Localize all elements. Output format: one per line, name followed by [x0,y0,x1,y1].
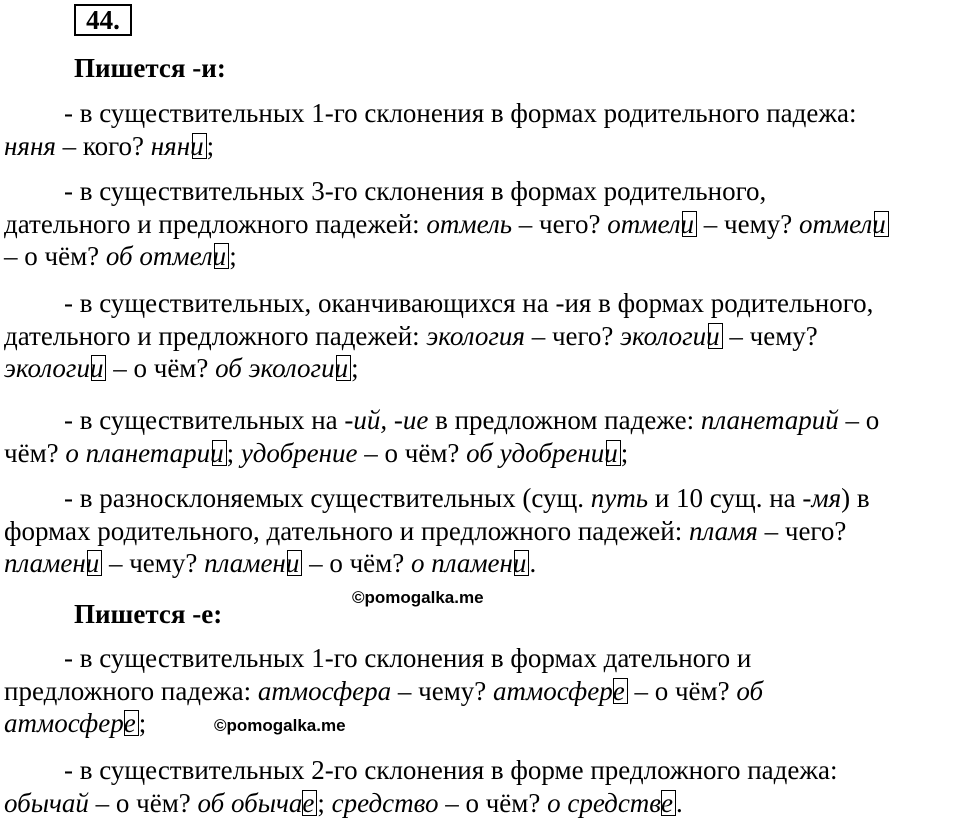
example-word: об [736,675,764,706]
rule-i-2 [4,175,960,273]
example-word: отмель [426,208,513,239]
ending-box [287,550,302,576]
watermark: ©pomogalka.me [352,588,484,607]
text: – чего? [512,208,608,239]
example-word: няня [4,130,56,161]
text: дательного и предложного падежей: [4,208,427,239]
text: в предложном падеже: [428,405,701,435]
ending-box [708,323,723,349]
example-word: отмели [798,208,886,239]
text: ; [620,437,629,468]
ending-box [682,211,697,237]
example-word: атмосфера [257,675,392,706]
rule-i-4 [4,404,960,469]
text: ; [226,437,241,468]
text: . [529,548,537,578]
ending-box [661,790,676,816]
text: ) в [841,483,870,513]
text: – о чём? [302,548,411,578]
example-word: отмели [607,208,695,239]
ending-box [192,133,207,159]
rule-i-3 [4,287,960,385]
text: – чего? [524,320,621,351]
ending-box [606,440,621,466]
example-word: путь [590,483,649,513]
text: - в существительных 3-го склонения в формах родительного, [64,176,767,206]
text: чём? [4,437,66,468]
watermark: ©pomogalka.me [214,716,346,735]
example-word: экологии [620,320,720,351]
ending-box [212,440,227,466]
example-word: -мя [802,483,842,513]
ending-box [87,550,102,576]
ending-box [336,355,351,381]
example-word: -ий, -ие [344,405,429,435]
example-word: об обычае [197,787,315,818]
example-word: экологии [4,353,104,383]
text: – о [838,405,880,435]
text: ; [206,130,215,161]
text: дательного и предложного падежей: [4,320,427,351]
ending-box [124,710,139,736]
text: формах родительного, дательного и предложного падежей: [4,515,689,546]
rule-i-1 [4,97,960,162]
example-word: удобрение [240,437,358,468]
ending-box [613,678,628,704]
text: – о чём? [357,437,467,468]
example-word: об удобрении [466,437,618,468]
ending-box [302,790,317,816]
text: – о чём? [106,353,216,383]
example-word: пламя [688,515,758,546]
example-word: о пламени [410,548,527,578]
heading-i: Пишется -и: [74,53,226,83]
ending-box [214,243,229,269]
text: . [676,787,683,818]
text: предложного падежа: [4,675,258,706]
example-word: атмосфере [4,708,136,738]
text: – чему? [697,208,799,239]
text: - в существительных 2-го склонения в форме предложного падежа: [64,755,838,785]
text: - в существительных 1-го склонения в формах родительного падежа: [64,98,857,128]
text: - в существительных, оканчивающихся на -ия в формах родительного, [64,288,874,318]
example-word: об экологии [215,353,349,383]
example-word: о планетарии [65,437,224,468]
rule-i-5 [4,482,960,580]
text: – чему? [391,675,494,706]
example-word: няни [150,130,204,161]
example-word: обычай [4,787,89,818]
ending-box [514,550,529,576]
ending-box [874,211,889,237]
example-word: об отмели [105,241,227,271]
text: – чему? [102,548,205,578]
text: ; [351,353,359,383]
rule-e-2 [4,754,960,819]
text: – чего? [757,515,847,546]
text: ; [229,241,237,271]
text: - в существительных 1-го склонения в формах дательного и [64,643,752,673]
text: и 10 сущ. на [648,483,803,513]
task-number: 44. [74,4,132,36]
text: – о чём? [627,675,737,706]
text: ; [138,708,147,738]
example-word: атмосфере [493,675,625,706]
text: ; [317,787,332,818]
rule-e-1 [4,642,960,740]
text: – о чём? [438,787,548,818]
text: – чему? [722,320,818,351]
text: - в существительных на [64,405,345,435]
example-word: пламени [4,548,100,578]
text: – о чём? [4,241,106,271]
text: – о чём? [88,787,198,818]
example-word: о средстве [547,787,673,818]
example-word: средство [331,787,439,818]
text: – кого? [55,130,151,161]
text: - в разносклоняемых существительных (сущ. [64,483,591,513]
example-word: экология [426,320,525,351]
example-word: пламени [204,548,300,578]
heading-e: Пишется -е: [74,599,223,629]
example-word: планетарий [700,405,839,435]
ending-box [91,355,106,381]
